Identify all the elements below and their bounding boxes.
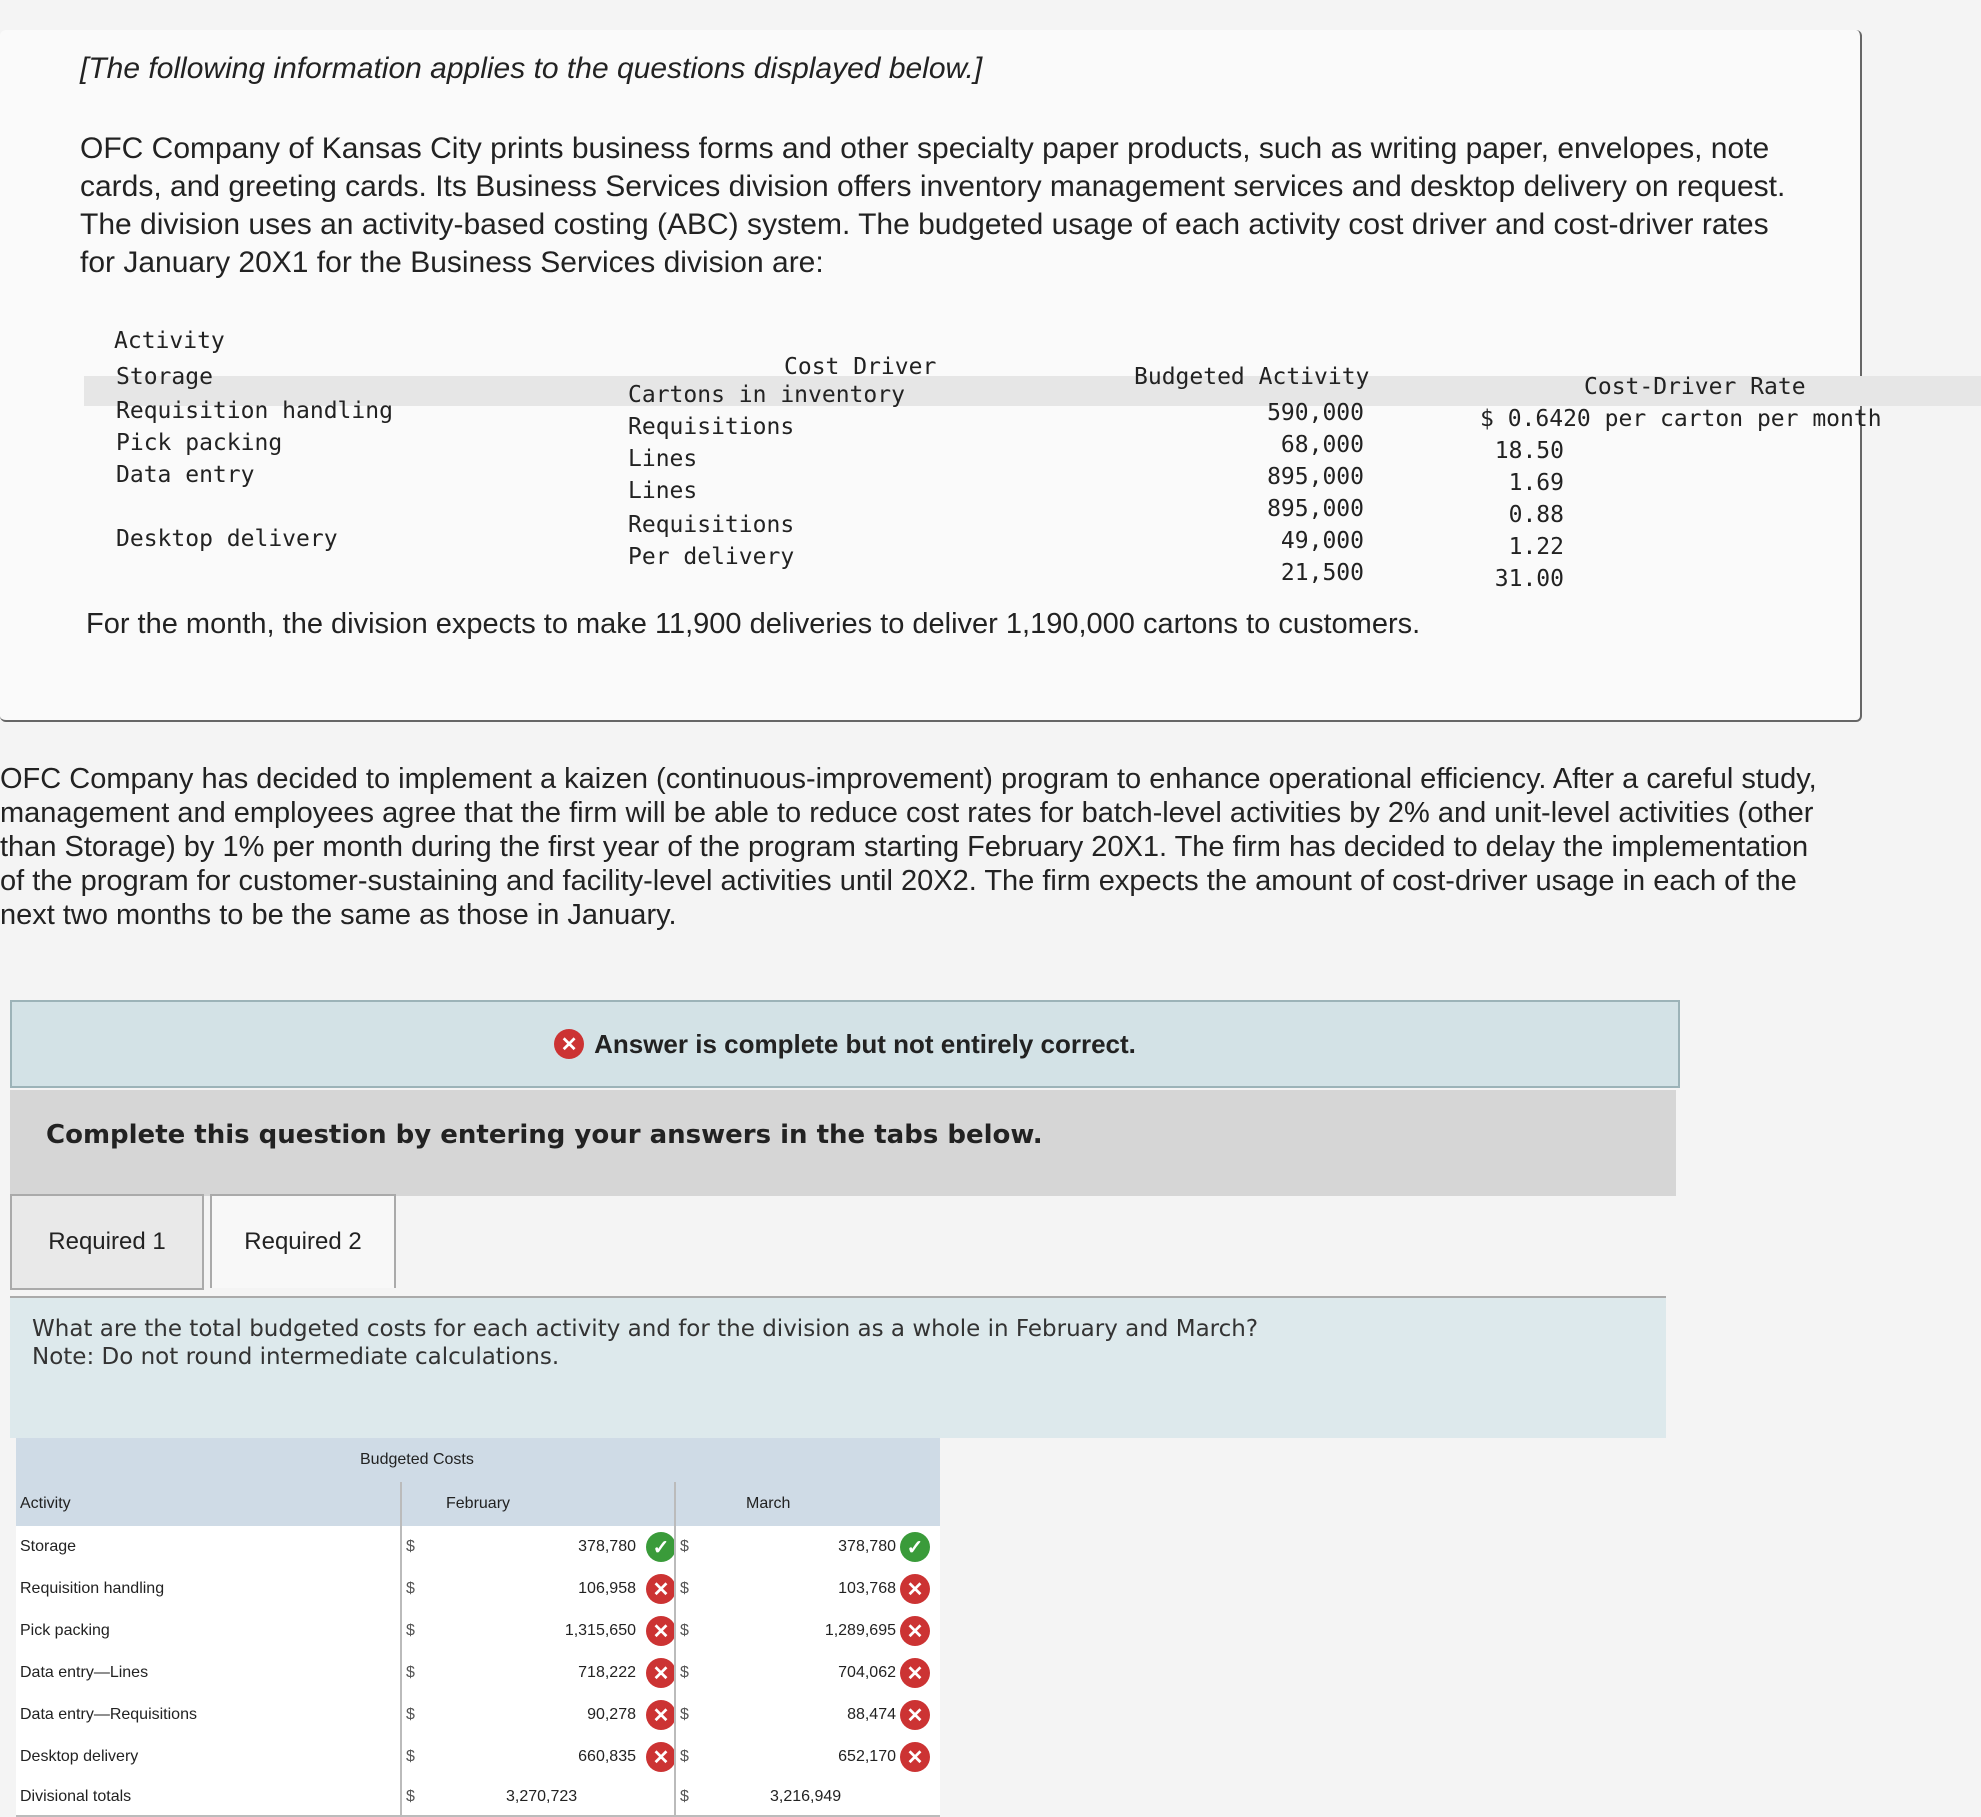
incorrect-icon: ✕ [900,1652,940,1694]
february-input[interactable]: 660,835 [578,1748,636,1765]
incorrect-icon: ✕ [646,1652,686,1694]
currency-symbol: $ [680,1580,689,1597]
incorrect-icon: ✕ [646,1610,686,1652]
answer-status-text: Answer is complete but not entirely correct. [594,1028,1136,1059]
table-row-totals [16,1778,940,1817]
rate-row: 1.69 [1508,470,1564,496]
rate-row: $ 0.6420 per carton per month [1480,406,1882,432]
table-row [16,1736,940,1780]
table-row [16,1610,940,1654]
table-header-columns [16,1482,940,1528]
currency-symbol: $ [406,1787,415,1805]
activity-desktop-delivery: Desktop delivery [116,526,338,552]
intro-paragraph: OFC Company of Kansas City prints business forms and other specialty paper products, such as writing paper, envelopes, note cards, and greeting cards. Its Business Services division offers inventory management services and desktop delivery on request. The division uses an activity-based costing (ABC) system. The budgeted usage of each activity cost driver and cost-driver rates for January 20X1 for the Business Services division are: [80,132,1786,279]
question-note: Note: Do not round intermediate calculations. [32,1344,560,1370]
col-february-header: February [446,1495,511,1512]
march-total: 3,216,949 [770,1787,842,1805]
budgeted-row: 590,000 [1267,400,1364,426]
february-input[interactable]: 106,958 [578,1580,636,1597]
currency-symbol: $ [680,1538,689,1555]
budgeted-row: 21,500 [1280,560,1364,586]
col-march-header: March [746,1495,791,1512]
budgeted-row: 68,000 [1280,432,1364,458]
check-icon: ✓ [900,1526,930,1568]
table-row [16,1694,940,1738]
february-input[interactable]: 90,278 [587,1706,636,1723]
tab-required-2[interactable]: Required 2 [210,1194,396,1288]
complete-prompt: Complete this question by entering your answers in the tabs below. [46,1120,1043,1150]
activity-pick-packing: Pick packing [116,430,283,456]
budgeted-costs-title: Budgeted Costs [360,1451,474,1468]
currency-symbol: $ [406,1538,415,1555]
rate-row: 18.50 [1494,438,1564,464]
row-activity-label: Storage [20,1538,77,1555]
header-cost-driver: Cost Driver [784,354,937,380]
activity-storage: Storage [116,364,213,390]
budgeted-row: 895,000 [1267,464,1364,490]
header-activity: Activity [114,328,225,354]
february-input[interactable]: 1,315,650 [564,1622,636,1639]
driver-row: Requisitions [628,414,795,440]
february-total: 3,270,723 [506,1787,578,1805]
table-header-title [16,1438,940,1484]
budgeted-row: 49,000 [1280,528,1364,554]
check-icon: ✓ [646,1526,676,1568]
incorrect-icon: ✕ [646,1568,686,1610]
row-activity-label: Data entry—Lines [20,1664,149,1681]
col-activity-header: Activity [20,1495,71,1512]
rate-row: 1.22 [1508,534,1564,560]
table-row [16,1568,940,1612]
currency-symbol: $ [680,1787,689,1805]
march-input[interactable]: 652,170 [838,1748,896,1765]
incorrect-icon: ✕ [646,1736,686,1778]
march-input[interactable]: 1,289,695 [824,1622,896,1639]
rate-row: 31.00 [1494,566,1564,592]
driver-row: Requisitions [628,512,795,538]
march-input[interactable]: 378,780 [838,1538,896,1555]
row-activity-label: Pick packing [20,1622,110,1639]
column-divider [674,1482,676,1815]
driver-row: Lines [628,478,698,504]
currency-symbol: $ [406,1580,415,1597]
currency-symbol: $ [680,1706,689,1723]
row-activity-label: Divisional totals [20,1787,132,1805]
currency-symbol: $ [680,1622,689,1639]
driver-row: Cartons in inventory [628,382,905,408]
row-activity-label: Data entry—Requisitions [20,1706,197,1723]
activity-requisition-handling: Requisition handling [116,398,393,424]
march-input[interactable]: 88,474 [847,1706,896,1723]
currency-symbol: $ [680,1664,689,1681]
february-input[interactable]: 718,222 [578,1664,636,1681]
question-text: What are the total budgeted costs for each activity and for the division as a whole in February and March? [32,1316,1259,1342]
march-input[interactable]: 704,062 [838,1664,896,1681]
currency-symbol: $ [406,1622,415,1639]
incorrect-icon: ✕ [900,1736,940,1778]
table-row [16,1652,940,1696]
incorrect-icon: ✕ [900,1610,940,1652]
incorrect-icon: ✕ [900,1568,940,1610]
month-note: For the month, the division expects to make 11,900 deliveries to deliver 1,190,000 cartons to customers. [86,608,1421,640]
answer-status-bar [10,1000,1680,1088]
header-rate: Cost-Driver Rate [1584,374,1806,400]
currency-symbol: $ [406,1748,415,1765]
driver-row: Per delivery [628,544,795,570]
intro-note: [The following information applies to the questions displayed below.] [80,52,983,85]
incorrect-icon: ✕ [554,1029,584,1059]
activity-data-entry: Data entry [116,462,255,488]
currency-symbol: $ [680,1748,689,1765]
currency-symbol: $ [406,1664,415,1681]
currency-symbol: $ [406,1706,415,1723]
february-input[interactable]: 378,780 [578,1538,636,1555]
kaizen-paragraph: OFC Company has decided to implement a kaizen (continuous-improvement) program to enhance operational efficiency. After a careful study, management and employees agree that the firm will be able to reduce cost rates for batch-level activities by 2% and unit-level activities (other than Storage) by 1% per month during the first year of the program starting February 20X1. The firm has decided to delay the implementation of the program for customer-sustaining and facility-level activities until 20X2. The firm expects the amount of cost-driver usage in each of the next two months to be the same as those in January. [0,763,1817,931]
question-box [10,1296,1666,1438]
instruction-bar [10,1090,1676,1196]
march-input[interactable]: 103,768 [838,1580,896,1597]
budgeted-row: 895,000 [1267,496,1364,522]
header-budgeted-activity: Budgeted Activity [1134,364,1370,390]
row-activity-label: Requisition handling [20,1580,165,1597]
driver-row: Lines [628,446,698,472]
column-divider [400,1482,402,1815]
row-activity-label: Desktop delivery [20,1748,139,1765]
rate-row: 0.88 [1508,502,1564,528]
incorrect-icon: ✕ [900,1694,940,1736]
table-row [16,1526,940,1570]
tab-required-1[interactable]: Required 1 [10,1194,204,1290]
incorrect-icon: ✕ [646,1694,686,1736]
